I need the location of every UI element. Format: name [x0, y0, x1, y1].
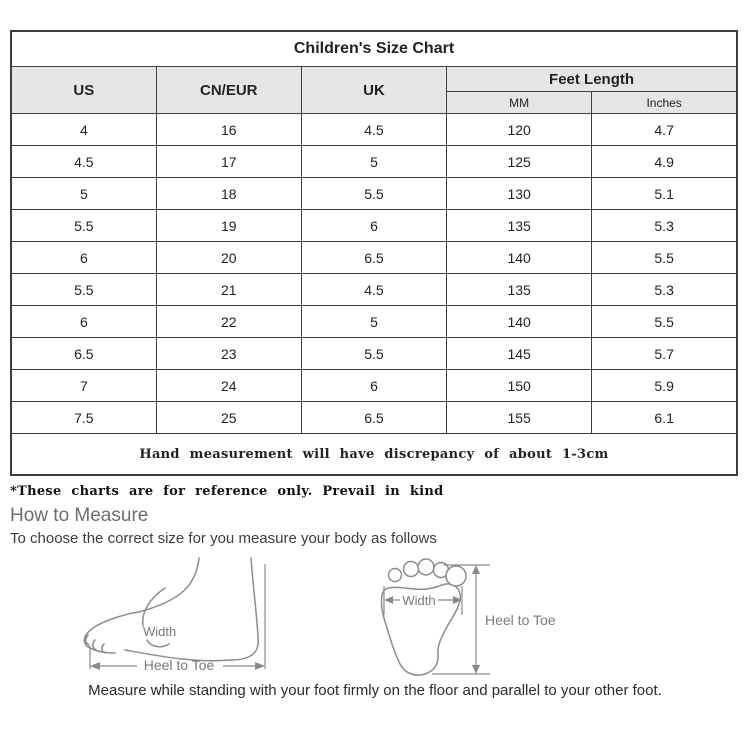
size-cell: 140 [447, 242, 592, 274]
size-cell: 19 [156, 210, 301, 242]
size-cell: 145 [447, 338, 592, 370]
size-cell: 5.3 [592, 210, 737, 242]
table-row [11, 114, 737, 146]
toe-circle [418, 559, 434, 575]
size-cell: 4.7 [592, 114, 737, 146]
size-cell: 6.5 [301, 242, 446, 274]
children-size-chart-table [10, 30, 738, 476]
table-footer-row [11, 434, 737, 476]
size-cell: 7 [11, 370, 156, 402]
measurement-discrepancy-note: Hand measurement will have discrepancy of about 1-3cm [11, 434, 737, 476]
right-arrowhead-icon [255, 662, 265, 670]
column-header-us: US [11, 67, 156, 114]
size-cell: 6 [11, 242, 156, 274]
foot-toe-curls [86, 635, 105, 653]
width-left-arrowhead-icon [384, 596, 393, 604]
size-cell: 6 [301, 210, 446, 242]
size-cell: 24 [156, 370, 301, 402]
size-cell: 6.1 [592, 402, 737, 434]
subcolumn-header-inches: Inches [592, 92, 737, 114]
table-row [11, 306, 737, 338]
size-cell: 21 [156, 274, 301, 306]
column-header-cn-eur: CN/EUR [156, 67, 301, 114]
size-cell: 6 [301, 370, 446, 402]
up-arrowhead-icon [472, 565, 480, 574]
size-cell: 5 [11, 178, 156, 210]
size-cell: 6.5 [11, 338, 156, 370]
size-cell: 135 [447, 274, 592, 306]
size-cell: 20 [156, 242, 301, 274]
table-row [11, 370, 737, 402]
size-cell: 5.5 [301, 338, 446, 370]
size-cell: 5.5 [11, 210, 156, 242]
bottom-width-label: Width [402, 593, 436, 608]
size-cell: 150 [447, 370, 592, 402]
table-row [11, 146, 737, 178]
column-header-feet-length: Feet Length [447, 67, 737, 92]
table-row [11, 274, 737, 306]
foot-bottom-view-diagram [372, 553, 587, 685]
size-cell: 125 [447, 146, 592, 178]
size-cell: 25 [156, 402, 301, 434]
table-row [11, 402, 737, 434]
size-cell: 5.5 [301, 178, 446, 210]
toe-circle [404, 562, 419, 577]
size-cell: 23 [156, 338, 301, 370]
size-cell: 4.5 [301, 274, 446, 306]
left-arrowhead-icon [90, 662, 100, 670]
size-cell: 4.5 [11, 146, 156, 178]
size-cell: 5.9 [592, 370, 737, 402]
measure-instruction-caption: Measure while standing with your foot firmly on the floor and parallel to your other foot. [88, 682, 662, 699]
table-row [11, 210, 737, 242]
size-cell: 5.7 [592, 338, 737, 370]
size-cell: 130 [447, 178, 592, 210]
size-cell: 5.5 [11, 274, 156, 306]
size-cell: 5.3 [592, 274, 737, 306]
side-width-label: Width [143, 624, 177, 639]
foot-side-view-diagram [75, 556, 275, 676]
reference-disclaimer: *These charts are for reference only. Prevail in kind [10, 484, 444, 499]
size-cell: 4.9 [592, 146, 737, 178]
size-cell: 155 [447, 402, 592, 434]
size-cell: 5.5 [592, 242, 737, 274]
subcolumn-header-mm: MM [447, 92, 592, 114]
side-heel-to-toe-label: Heel to Toe [143, 657, 215, 673]
size-cell: 5 [301, 146, 446, 178]
table-row [11, 338, 737, 370]
size-cell: 4.5 [301, 114, 446, 146]
size-cell: 16 [156, 114, 301, 146]
size-cell: 7.5 [11, 402, 156, 434]
chart-title: Children's Size Chart [11, 31, 737, 67]
down-arrowhead-icon [472, 665, 480, 674]
how-to-measure-heading: How to Measure [10, 505, 149, 526]
size-cell: 6 [11, 306, 156, 338]
size-cell: 5.5 [592, 306, 737, 338]
how-to-measure-subheading: To choose the correct size for you measure your body as follows [10, 530, 437, 547]
size-cell: 18 [156, 178, 301, 210]
size-cell: 22 [156, 306, 301, 338]
bottom-heel-to-toe-label: Heel to Toe [485, 612, 556, 628]
table-header-row [11, 67, 737, 92]
table-row [11, 242, 737, 274]
big-toe-circle [446, 566, 466, 586]
size-cell: 4 [11, 114, 156, 146]
size-cell: 140 [447, 306, 592, 338]
size-cell: 5 [301, 306, 446, 338]
size-cell: 135 [447, 210, 592, 242]
size-cell: 6.5 [301, 402, 446, 434]
table-row [11, 178, 737, 210]
size-cell: 17 [156, 146, 301, 178]
size-cell: 5.1 [592, 178, 737, 210]
column-header-uk: UK [301, 67, 446, 114]
toe-circle [389, 569, 402, 582]
size-cell: 120 [447, 114, 592, 146]
table-title-row [11, 31, 737, 67]
